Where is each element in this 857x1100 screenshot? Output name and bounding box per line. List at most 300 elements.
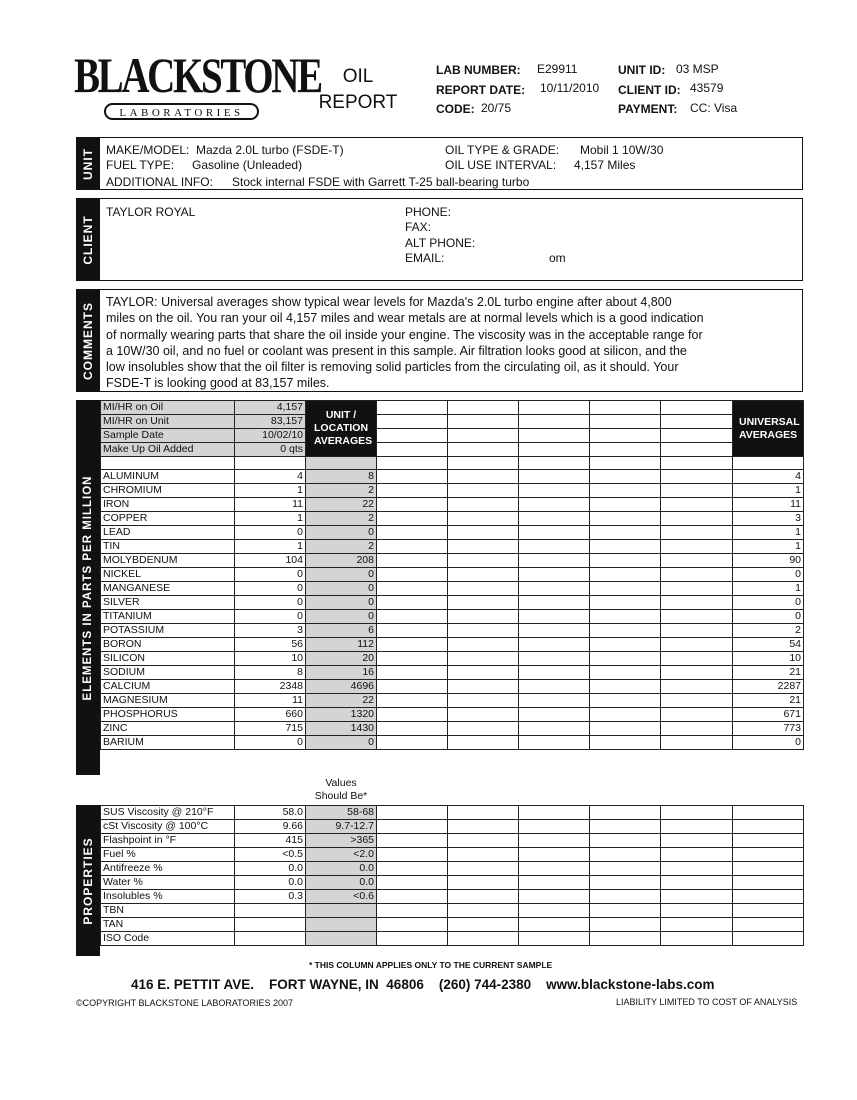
element-name: COPPER bbox=[101, 512, 235, 526]
table-row bbox=[101, 918, 804, 932]
empty-cell bbox=[448, 498, 519, 512]
empty-cell bbox=[519, 820, 590, 834]
empty-cell bbox=[448, 638, 519, 652]
empty-cell bbox=[448, 722, 519, 736]
empty-cell bbox=[661, 526, 733, 540]
table-row bbox=[101, 582, 804, 596]
element-universal-average: 10 bbox=[733, 652, 804, 666]
empty-cell bbox=[590, 806, 661, 820]
element-value: 0 bbox=[235, 610, 306, 624]
empty-cell bbox=[661, 457, 733, 470]
empty-cell bbox=[519, 680, 590, 694]
make-model-label: MAKE/MODEL: bbox=[106, 143, 190, 157]
empty-cell bbox=[519, 834, 590, 848]
empty-cell bbox=[377, 498, 448, 512]
table-row bbox=[101, 820, 804, 834]
table-row bbox=[101, 862, 804, 876]
element-value: 0 bbox=[235, 582, 306, 596]
element-value: 4 bbox=[235, 470, 306, 484]
table-row bbox=[101, 904, 804, 918]
empty-cell bbox=[519, 429, 590, 443]
element-universal-average: 0 bbox=[733, 610, 804, 624]
property-value: 58.0 bbox=[235, 806, 306, 820]
element-value: 10 bbox=[235, 652, 306, 666]
table-row bbox=[101, 401, 804, 415]
element-universal-average: 1 bbox=[733, 582, 804, 596]
empty-cell bbox=[377, 708, 448, 722]
element-value: 0 bbox=[235, 568, 306, 582]
empty-cell bbox=[377, 443, 448, 457]
elements-side-label: ELEMENTS IN PARTS PER MILLION bbox=[76, 400, 100, 775]
empty-cell bbox=[733, 806, 804, 820]
empty-cell bbox=[661, 582, 733, 596]
empty-cell bbox=[448, 918, 519, 932]
empty-cell bbox=[661, 596, 733, 610]
property-should-be: <0.6 bbox=[306, 890, 377, 904]
property-name: Flashpoint in °F bbox=[101, 834, 235, 848]
element-universal-average: 0 bbox=[733, 596, 804, 610]
additional-info-label: ADDITIONAL INFO: bbox=[106, 175, 213, 189]
unit-id-value: 03 MSP bbox=[676, 62, 719, 76]
element-universal-average: 671 bbox=[733, 708, 804, 722]
empty-cell bbox=[661, 876, 733, 890]
empty-cell bbox=[448, 666, 519, 680]
empty-cell bbox=[519, 610, 590, 624]
empty-cell bbox=[519, 652, 590, 666]
empty-cell bbox=[661, 834, 733, 848]
table-row bbox=[101, 666, 804, 680]
empty-cell bbox=[733, 820, 804, 834]
empty-cell bbox=[661, 848, 733, 862]
company-logo: BLACKSTONE bbox=[74, 47, 321, 103]
sample-info-value: 0 qts bbox=[235, 443, 306, 457]
property-should-be: 58-68 bbox=[306, 806, 377, 820]
empty-cell bbox=[377, 568, 448, 582]
element-value: 660 bbox=[235, 708, 306, 722]
table-row bbox=[101, 526, 804, 540]
empty-cell bbox=[519, 401, 590, 415]
empty-cell bbox=[377, 736, 448, 750]
lab-number-value: E29911 bbox=[537, 62, 578, 76]
element-unit-average: 1430 bbox=[306, 722, 377, 736]
element-name: MOLYBDENUM bbox=[101, 554, 235, 568]
empty-cell bbox=[590, 582, 661, 596]
unit-id-label: UNIT ID: bbox=[618, 63, 666, 77]
empty-cell bbox=[448, 568, 519, 582]
element-unit-average: 22 bbox=[306, 694, 377, 708]
empty-cell bbox=[590, 457, 661, 470]
element-name: MANGANESE bbox=[101, 582, 235, 596]
empty-cell bbox=[448, 470, 519, 484]
empty-cell bbox=[377, 554, 448, 568]
property-name: Water % bbox=[101, 876, 235, 890]
empty-cell bbox=[377, 429, 448, 443]
element-name: BARIUM bbox=[101, 736, 235, 750]
empty-cell bbox=[448, 652, 519, 666]
empty-cell bbox=[448, 443, 519, 457]
empty-cell bbox=[733, 904, 804, 918]
empty-cell bbox=[377, 932, 448, 946]
table-row bbox=[101, 834, 804, 848]
properties-side-label: PROPERTIES bbox=[76, 805, 100, 956]
oil-type-label: OIL TYPE & GRADE: bbox=[445, 143, 560, 157]
empty-cell bbox=[661, 568, 733, 582]
empty-cell bbox=[377, 722, 448, 736]
element-name: NICKEL bbox=[101, 568, 235, 582]
element-unit-average: 0 bbox=[306, 526, 377, 540]
element-value: 8 bbox=[235, 666, 306, 680]
empty-cell bbox=[590, 443, 661, 457]
property-value bbox=[235, 932, 306, 946]
element-name: POTASSIUM bbox=[101, 624, 235, 638]
element-name: IRON bbox=[101, 498, 235, 512]
empty-cell bbox=[519, 568, 590, 582]
empty-cell bbox=[661, 862, 733, 876]
element-universal-average: 3 bbox=[733, 512, 804, 526]
element-value: 11 bbox=[235, 498, 306, 512]
sample-info-label: MI/HR on Unit bbox=[101, 415, 235, 429]
empty-cell bbox=[590, 694, 661, 708]
fuel-type-value: Gasoline (Unleaded) bbox=[192, 158, 303, 172]
element-unit-average: 208 bbox=[306, 554, 377, 568]
element-universal-average: 1 bbox=[733, 484, 804, 498]
property-name: TBN bbox=[101, 904, 235, 918]
table-row bbox=[101, 415, 804, 429]
empty-cell bbox=[448, 429, 519, 443]
report-title-line1: OIL bbox=[342, 66, 374, 87]
element-name: ALUMINUM bbox=[101, 470, 235, 484]
empty-cell bbox=[661, 443, 733, 457]
empty-cell bbox=[377, 457, 448, 470]
element-value: 0 bbox=[235, 596, 306, 610]
empty-cell bbox=[377, 484, 448, 498]
property-value: 0.0 bbox=[235, 876, 306, 890]
empty-cell bbox=[377, 694, 448, 708]
table-row bbox=[101, 736, 804, 750]
empty-cell bbox=[519, 708, 590, 722]
property-value: 415 bbox=[235, 834, 306, 848]
table-row bbox=[101, 484, 804, 498]
property-name: Antifreeze % bbox=[101, 862, 235, 876]
empty-cell bbox=[661, 429, 733, 443]
oil-use-value: 4,157 Miles bbox=[574, 158, 636, 172]
empty-cell bbox=[448, 457, 519, 470]
element-universal-average: 2287 bbox=[733, 680, 804, 694]
empty-cell bbox=[661, 904, 733, 918]
empty-cell bbox=[519, 554, 590, 568]
element-unit-average: 2 bbox=[306, 512, 377, 526]
element-unit-average: 8 bbox=[306, 470, 377, 484]
empty-cell bbox=[377, 415, 448, 429]
property-value: 9.66 bbox=[235, 820, 306, 834]
table-row bbox=[101, 806, 804, 820]
empty-cell bbox=[519, 526, 590, 540]
empty-cell bbox=[590, 708, 661, 722]
empty-cell bbox=[661, 512, 733, 526]
empty-cell bbox=[519, 582, 590, 596]
element-unit-average: 1320 bbox=[306, 708, 377, 722]
sample-info-label: MI/HR on Oil bbox=[101, 401, 235, 415]
table-row bbox=[101, 932, 804, 946]
property-name: cSt Viscosity @ 100°C bbox=[101, 820, 235, 834]
property-should-be bbox=[306, 918, 377, 932]
element-value: 0 bbox=[235, 526, 306, 540]
empty-cell bbox=[377, 512, 448, 526]
empty-cell bbox=[590, 834, 661, 848]
empty-cell bbox=[519, 415, 590, 429]
empty-cell bbox=[448, 610, 519, 624]
table-row bbox=[101, 512, 804, 526]
empty-cell bbox=[590, 554, 661, 568]
element-unit-average: 0 bbox=[306, 610, 377, 624]
empty-cell bbox=[590, 526, 661, 540]
element-unit-average: 2 bbox=[306, 484, 377, 498]
property-should-be: 0.0 bbox=[306, 876, 377, 890]
code-label: CODE: bbox=[436, 102, 475, 116]
empty-cell bbox=[519, 540, 590, 554]
empty-cell bbox=[377, 526, 448, 540]
phone-label: PHONE: bbox=[405, 205, 452, 219]
property-name: Fuel % bbox=[101, 848, 235, 862]
table-row bbox=[101, 876, 804, 890]
empty-cell bbox=[661, 401, 733, 415]
empty-cell bbox=[661, 932, 733, 946]
empty-cell bbox=[519, 918, 590, 932]
footer-address: 416 E. PETTIT AVE. FORT WAYNE, IN 46806 (260) 744-2380 www.blackstone-labs.com bbox=[131, 977, 715, 992]
element-universal-average: 21 bbox=[733, 694, 804, 708]
empty-cell bbox=[519, 932, 590, 946]
empty-cell bbox=[519, 694, 590, 708]
properties-table bbox=[100, 805, 804, 946]
element-name: MAGNESIUM bbox=[101, 694, 235, 708]
element-universal-average: 1 bbox=[733, 526, 804, 540]
empty-cell bbox=[448, 624, 519, 638]
footer-copyright: ©COPYRIGHT BLACKSTONE LABORATORIES 2007 bbox=[76, 998, 294, 1008]
empty-cell bbox=[377, 834, 448, 848]
element-unit-average: 112 bbox=[306, 638, 377, 652]
empty-cell bbox=[519, 443, 590, 457]
empty-cell bbox=[590, 736, 661, 750]
footer-liability: LIABILITY LIMITED TO COST OF ANALYSIS bbox=[616, 997, 798, 1007]
empty-cell bbox=[590, 568, 661, 582]
empty-cell bbox=[448, 415, 519, 429]
empty-cell bbox=[590, 470, 661, 484]
empty-cell bbox=[448, 708, 519, 722]
element-name: CALCIUM bbox=[101, 680, 235, 694]
empty-cell bbox=[519, 890, 590, 904]
table-row bbox=[101, 540, 804, 554]
element-value: 1 bbox=[235, 484, 306, 498]
comment-line: of normally wearing parts that share the oil inside your engine. The viscosity was in the acceptable range for bbox=[106, 327, 703, 342]
property-should-be: >365 bbox=[306, 834, 377, 848]
element-universal-average: 2 bbox=[733, 624, 804, 638]
empty-cell bbox=[377, 848, 448, 862]
empty-cell bbox=[377, 638, 448, 652]
empty-cell bbox=[448, 401, 519, 415]
property-name: SUS Viscosity @ 210°F bbox=[101, 806, 235, 820]
empty-cell bbox=[448, 806, 519, 820]
empty-cell bbox=[733, 862, 804, 876]
empty-cell bbox=[590, 401, 661, 415]
empty-cell bbox=[733, 876, 804, 890]
element-unit-average: 0 bbox=[306, 568, 377, 582]
table-row bbox=[101, 470, 804, 484]
empty-cell bbox=[661, 666, 733, 680]
empty-cell bbox=[448, 834, 519, 848]
report-date-label: REPORT DATE: bbox=[436, 83, 526, 97]
property-value: <0.5 bbox=[235, 848, 306, 862]
empty-cell bbox=[377, 680, 448, 694]
element-value: 0 bbox=[235, 736, 306, 750]
empty-cell bbox=[519, 848, 590, 862]
empty-cell bbox=[590, 820, 661, 834]
empty-cell bbox=[448, 848, 519, 862]
table-row bbox=[101, 848, 804, 862]
empty-cell bbox=[377, 666, 448, 680]
comment-line: low insolubles show that the oil filter is removing solid particles from the circulating oil, as it should. Your bbox=[106, 360, 679, 375]
empty-cell bbox=[448, 526, 519, 540]
empty-cell bbox=[377, 918, 448, 932]
empty-cell bbox=[377, 862, 448, 876]
element-universal-average: 21 bbox=[733, 666, 804, 680]
empty-cell bbox=[661, 736, 733, 750]
element-value: 104 bbox=[235, 554, 306, 568]
table-row bbox=[101, 890, 804, 904]
comments-text bbox=[106, 294, 736, 392]
empty-cell bbox=[661, 918, 733, 932]
table-row bbox=[101, 708, 804, 722]
property-should-be bbox=[306, 932, 377, 946]
empty-cell bbox=[519, 722, 590, 736]
oil-type-value: Mobil 1 10W/30 bbox=[580, 143, 664, 157]
property-value bbox=[235, 918, 306, 932]
empty-cell bbox=[377, 596, 448, 610]
empty-cell bbox=[661, 554, 733, 568]
property-should-be: 9.7-12.7 bbox=[306, 820, 377, 834]
empty-cell bbox=[519, 806, 590, 820]
empty-cell bbox=[377, 624, 448, 638]
property-name: TAN bbox=[101, 918, 235, 932]
values-header-line2: Should Be* bbox=[314, 790, 368, 802]
empty-cell bbox=[661, 722, 733, 736]
element-name: LEAD bbox=[101, 526, 235, 540]
element-name: PHOSPHORUS bbox=[101, 708, 235, 722]
element-unit-average: 16 bbox=[306, 666, 377, 680]
values-header-line1: Values bbox=[325, 777, 357, 789]
empty-cell bbox=[519, 666, 590, 680]
empty-cell bbox=[590, 722, 661, 736]
sample-info-label: Make Up Oil Added bbox=[101, 443, 235, 457]
sample-info-value: 4,157 bbox=[235, 401, 306, 415]
table-row bbox=[101, 443, 804, 457]
empty-cell bbox=[448, 904, 519, 918]
empty-cell bbox=[377, 582, 448, 596]
empty-cell bbox=[661, 540, 733, 554]
element-name: TITANIUM bbox=[101, 610, 235, 624]
empty-cell bbox=[590, 596, 661, 610]
empty-cell bbox=[590, 918, 661, 932]
element-unit-average: 20 bbox=[306, 652, 377, 666]
elements-table bbox=[100, 400, 804, 750]
sample-info-value: 10/02/10 bbox=[235, 429, 306, 443]
fuel-type-label: FUEL TYPE: bbox=[106, 158, 175, 172]
code-value: 20/75 bbox=[481, 101, 512, 115]
empty-cell bbox=[306, 457, 377, 470]
empty-cell bbox=[519, 876, 590, 890]
client-name: TAYLOR ROYAL bbox=[106, 205, 196, 219]
empty-cell bbox=[590, 498, 661, 512]
empty-cell bbox=[733, 834, 804, 848]
values-should-be-header bbox=[305, 777, 377, 803]
property-should-be: 0.0 bbox=[306, 862, 377, 876]
table-row bbox=[101, 722, 804, 736]
report-title-line2: REPORT bbox=[318, 92, 398, 113]
empty-cell bbox=[661, 652, 733, 666]
empty-cell bbox=[661, 694, 733, 708]
table-row bbox=[101, 429, 804, 443]
empty-cell bbox=[377, 890, 448, 904]
element-value: 3 bbox=[235, 624, 306, 638]
empty-cell bbox=[377, 610, 448, 624]
element-unit-average: 0 bbox=[306, 736, 377, 750]
table-row bbox=[101, 694, 804, 708]
element-value: 11 bbox=[235, 694, 306, 708]
empty-cell bbox=[590, 680, 661, 694]
element-name: SILVER bbox=[101, 596, 235, 610]
empty-cell bbox=[377, 820, 448, 834]
empty-cell bbox=[590, 624, 661, 638]
empty-cell bbox=[519, 498, 590, 512]
empty-cell bbox=[661, 484, 733, 498]
element-universal-average: 11 bbox=[733, 498, 804, 512]
empty-cell bbox=[661, 498, 733, 512]
property-name: Insolubles % bbox=[101, 890, 235, 904]
empty-cell bbox=[733, 918, 804, 932]
property-should-be bbox=[306, 904, 377, 918]
element-unit-average: 4696 bbox=[306, 680, 377, 694]
empty-cell bbox=[590, 638, 661, 652]
empty-cell bbox=[590, 862, 661, 876]
element-unit-average: 0 bbox=[306, 596, 377, 610]
empty-cell bbox=[448, 820, 519, 834]
table-row bbox=[101, 596, 804, 610]
email-label: EMAIL: bbox=[405, 251, 445, 265]
payment-value: CC: Visa bbox=[690, 101, 738, 115]
table-row bbox=[101, 568, 804, 582]
empty-cell bbox=[448, 890, 519, 904]
property-value bbox=[235, 904, 306, 918]
element-unit-average: 6 bbox=[306, 624, 377, 638]
universal-averages-header: UNIVERSAL AVERAGES bbox=[733, 401, 804, 457]
property-name: ISO Code bbox=[101, 932, 235, 946]
empty-cell bbox=[519, 596, 590, 610]
client-id-value: 43579 bbox=[690, 81, 724, 95]
empty-cell bbox=[661, 708, 733, 722]
table-row bbox=[101, 652, 804, 666]
empty-cell bbox=[661, 638, 733, 652]
empty-cell bbox=[661, 806, 733, 820]
comments-side-label: COMMENTS bbox=[76, 289, 100, 392]
element-unit-average: 0 bbox=[306, 582, 377, 596]
element-universal-average: 773 bbox=[733, 722, 804, 736]
empty-cell bbox=[101, 457, 235, 470]
empty-cell bbox=[661, 470, 733, 484]
empty-cell bbox=[733, 848, 804, 862]
additional-info-value: Stock internal FSDE with Garrett T-25 ball-bearing turbo bbox=[232, 175, 530, 189]
empty-cell bbox=[661, 624, 733, 638]
element-name: TIN bbox=[101, 540, 235, 554]
element-name: CHROMIUM bbox=[101, 484, 235, 498]
